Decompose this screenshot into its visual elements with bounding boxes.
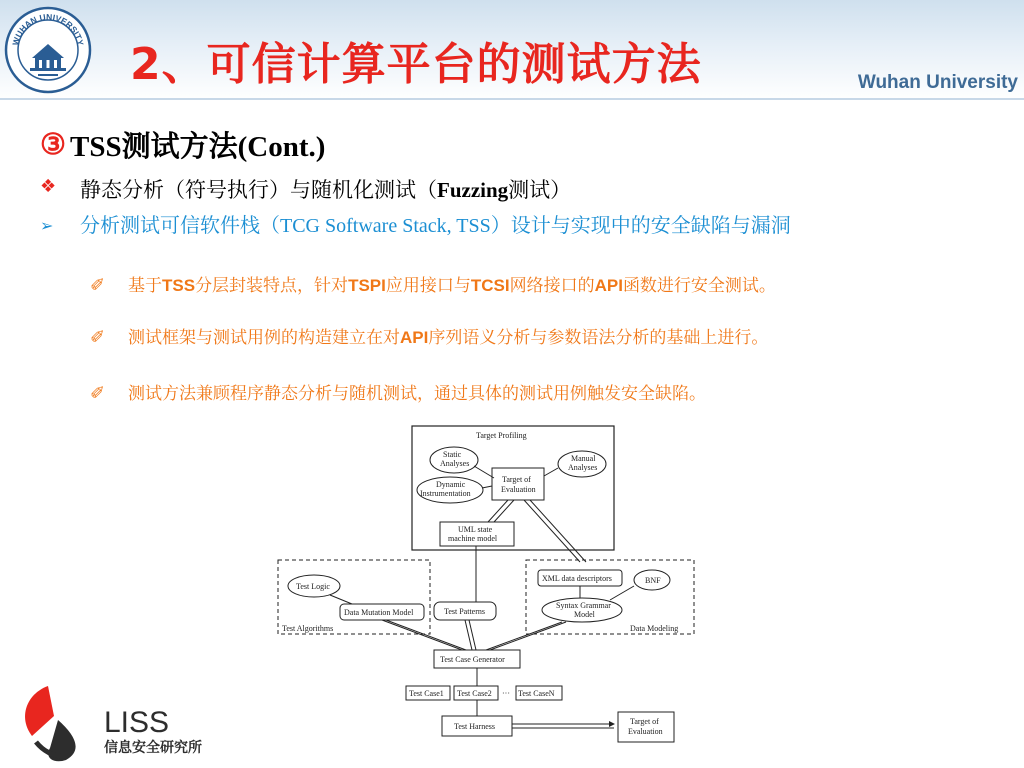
svg-text:Evaluation: Evaluation	[628, 727, 663, 736]
section-title: TSS测试方法(Cont.)	[70, 131, 326, 163]
section-number: ③	[40, 129, 66, 161]
svg-text:Static: Static	[443, 450, 462, 459]
test-framework-diagram	[262, 422, 702, 746]
target-profiling-label: Target Profiling	[476, 431, 527, 440]
svg-text:Dynamic: Dynamic	[436, 480, 466, 489]
subitem3-text: 测试方法兼顾程序静态分析与随机测试，通过具体的测试用例触发安全缺陷。	[128, 384, 706, 404]
section-heading	[40, 124, 990, 165]
bullet1-text: 静态分析（符号执行）与随机化测试（Fuzzing测试）	[80, 178, 572, 202]
university-seal-icon	[4, 6, 92, 94]
university-name: Wuhan University	[857, 72, 1018, 93]
svg-text:Test Case Generator: Test Case Generator	[440, 655, 505, 664]
svg-text:Analyses: Analyses	[440, 459, 470, 468]
subitem-layered-api	[90, 274, 970, 298]
arrow-bullet-icon: ➢	[40, 216, 54, 235]
svg-text:Analyses: Analyses	[568, 463, 598, 472]
svg-text:Test Harness: Test Harness	[454, 722, 495, 731]
svg-text:BNF: BNF	[645, 576, 661, 585]
svg-text:Evaluation: Evaluation	[501, 485, 536, 494]
liss-logo-icon	[14, 680, 224, 764]
svg-text:Test CaseN: Test CaseN	[518, 689, 555, 698]
svg-text:Model: Model	[574, 610, 595, 619]
subitem1-text: 基于TSS分层封装特点，针对TSPI应用接口与TCSI网络接口的API函数进行安全测试。	[128, 276, 776, 296]
pencil-bullet-icon: ✐	[90, 275, 106, 296]
bullet-static-analysis	[40, 174, 571, 204]
liss-brand: LISS	[104, 706, 170, 739]
svg-text:Target of: Target of	[630, 717, 659, 726]
subitem-framework	[90, 326, 970, 350]
subitem2-text: 测试框架与测试用例的构造建立在对API序列语义分析与参数语法分析的基础上进行。	[128, 328, 769, 348]
data-modeling-box	[526, 560, 694, 634]
diamond-bullet-icon: ❖	[40, 176, 57, 197]
bullet-tss-analysis	[40, 212, 970, 240]
svg-text:Target of: Target of	[502, 475, 531, 484]
bullet2-text: 分析测试可信软件栈（TCG Software Stack, TSS）设计与实现中的安全缺陷与漏洞	[80, 213, 791, 237]
svg-text:machine model: machine model	[448, 534, 498, 543]
pencil-bullet-icon: ✐	[90, 327, 106, 348]
svg-text:Test Case2: Test Case2	[457, 689, 492, 698]
target-evaluation-node	[492, 468, 544, 500]
data-modeling-label: Data Modeling	[630, 624, 679, 633]
svg-text:Data Mutation Model: Data Mutation Model	[344, 608, 414, 617]
subitem-method	[90, 382, 970, 406]
page-title: 2、可信计算平台的测试方法	[130, 39, 702, 90]
test-algorithms-box	[278, 560, 430, 634]
liss-subtitle: 信息安全研究所	[104, 740, 202, 756]
pencil-bullet-icon: ✐	[90, 383, 106, 404]
svg-text:Test Case1: Test Case1	[409, 689, 444, 698]
svg-text:Test Patterns: Test Patterns	[444, 607, 485, 616]
svg-text:Syntax Grammar: Syntax Grammar	[556, 601, 611, 610]
svg-text:UML state: UML state	[458, 525, 493, 534]
svg-text:XML data descriptors: XML data descriptors	[542, 574, 612, 583]
svg-text:···: ···	[502, 689, 510, 698]
slide-content	[40, 124, 990, 404]
test-algorithms-label: Test Algorithms	[282, 624, 334, 633]
svg-text:Test Logic: Test Logic	[296, 582, 330, 591]
svg-text:WUHAN UNIVERSITY: WUHAN UNIVERSITY	[10, 11, 86, 47]
svg-text:Instrumentation: Instrumentation	[420, 489, 471, 498]
svg-text:Manual: Manual	[571, 454, 596, 463]
